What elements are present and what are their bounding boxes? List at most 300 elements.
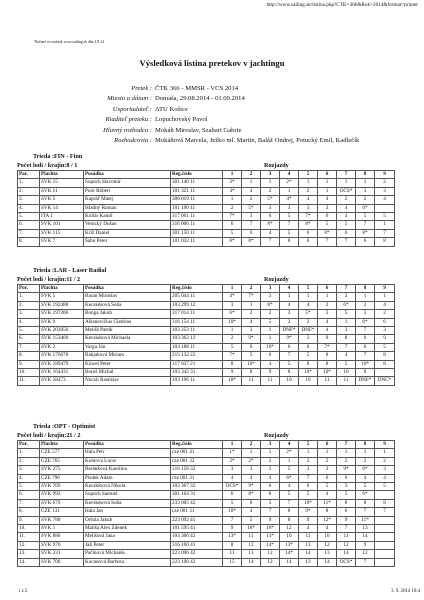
table-cell: 13 [299, 541, 318, 549]
table-cell: 5 [318, 221, 337, 229]
table-cell: 2 [299, 335, 318, 343]
table-cell: 8. [18, 508, 40, 516]
table-cell: 6 [261, 213, 280, 221]
table-cell: 3 [375, 187, 395, 195]
table-cell: 1 [318, 293, 337, 301]
table-cell: 6. [18, 491, 40, 499]
table-cell: 3. [18, 466, 40, 474]
table-cell: 205 044 11 [171, 293, 223, 301]
table-cell: 9* [299, 508, 318, 516]
table-cell: 10 [337, 369, 356, 377]
table-cell: 301 140 11 [171, 179, 223, 187]
table-cell: CZE 765 [40, 457, 84, 465]
table-cell: 8 [318, 352, 337, 360]
table-cell [375, 550, 395, 558]
table-cell: 2 [223, 204, 242, 212]
table-cell: Jali Peter [84, 541, 171, 549]
table-cell: 2. [18, 187, 40, 195]
table-cell: 4 [223, 474, 242, 482]
table-cell: 4 [261, 360, 280, 368]
table-cell: 4 [375, 474, 395, 482]
table-cell: 6 [242, 499, 261, 507]
table-cell: 8 [337, 499, 356, 507]
table-cell: 5 [223, 343, 242, 351]
column-header: 5 [299, 171, 318, 179]
table-cell: 3 [318, 204, 337, 212]
table-cell: 2. [18, 301, 40, 309]
table-cell: 6* [223, 310, 242, 318]
table-cell: SVK 5 [40, 196, 84, 204]
table-cell: 12. [18, 541, 40, 549]
table-cell: 103 196 11 [171, 377, 223, 385]
table-cell: 2 [375, 179, 395, 187]
table-cell: 3 [242, 327, 261, 335]
table-cell: DNF* [280, 327, 299, 335]
table-cell: ITA 1 [40, 213, 84, 221]
table-cell: 5 [280, 491, 299, 499]
table-cell: 6 [223, 491, 242, 499]
table-cell: 8 [223, 541, 242, 549]
table-cell: 4 [242, 187, 261, 195]
table-cell: 8* [261, 221, 280, 229]
table-row [18, 179, 395, 187]
table-cell: 3 [261, 466, 280, 474]
table-cell: 11 [261, 377, 280, 385]
table-cell: SVK 164431 [40, 369, 84, 377]
table-cell: Kohlova Lucie [84, 457, 171, 465]
table-cell: 10. [18, 369, 40, 377]
table-cell: 1 [242, 449, 261, 457]
table-cell: 3 [299, 204, 318, 212]
column-header: 9 [375, 171, 395, 179]
table-cell: 14* [261, 541, 280, 549]
table-cell: 5 [318, 483, 337, 491]
table-cell: 2 [337, 196, 356, 204]
table-cell: Melišš Patrik [84, 327, 171, 335]
table-cell: 13* [280, 541, 299, 549]
table-cell: 15 [223, 558, 242, 566]
column-header: Plachta [40, 285, 84, 293]
table-cell: 4 [318, 491, 337, 499]
table-cell: 14 [280, 558, 299, 566]
table-cell: 3 [223, 301, 242, 309]
table-cell: 10* [356, 360, 375, 368]
table-cell: 1 [356, 449, 375, 457]
table-cell: 3 [261, 293, 280, 301]
table-cell: Hala Petr [84, 449, 171, 457]
table-cell: 8 [375, 499, 395, 507]
table-cell: SVK 101 [40, 221, 84, 229]
print-url: http://www.sailing.sk/listina.php?CTK=366&Rok=2014&format=printer [266, 2, 418, 8]
column-header: 7 [337, 171, 356, 179]
table-cell: 8* [261, 301, 280, 309]
table-cell: 4* [223, 293, 242, 301]
table-cell: SVK 5 [40, 293, 84, 301]
table-cell: 9 [375, 335, 395, 343]
table-cell: SVK 1 [40, 525, 84, 533]
table-cell: SVK 769 [40, 483, 84, 491]
info-label: Rozhodcovia : [114, 136, 152, 144]
class-section [17, 267, 394, 386]
table-cell: 14 [242, 558, 261, 566]
table-cell: 13 [242, 550, 261, 558]
table-cell: 4. [18, 318, 40, 326]
table-cell: 103 342 31 [171, 369, 223, 377]
table-cell: 317 014 11 [171, 310, 223, 318]
table-cell: 8 [375, 238, 395, 246]
table-cell: 2 [242, 310, 261, 318]
table-cell: 5 [356, 213, 375, 221]
print-date: 3. 9. 2014 10:4 [391, 589, 420, 594]
table-cell: SVK 203056 [40, 327, 84, 335]
table-cell: CZE 796 [40, 474, 84, 482]
table-cell: 8 [280, 369, 299, 377]
table-cell: Bonga Jakub [84, 310, 171, 318]
table-cell: 2 [375, 457, 395, 465]
column-header: 6 [318, 171, 337, 179]
column-header: 5 [299, 285, 318, 293]
class-heading: Trieda :FIN - Finn [33, 153, 83, 160]
table-cell: Boroš Michal [84, 369, 171, 377]
table-cell: 4 [280, 301, 299, 309]
column-header: Posádka [84, 171, 171, 179]
table-cell: 6 [337, 474, 356, 482]
table-cell: 3 [375, 466, 395, 474]
table-cell: 16* [261, 525, 280, 533]
table-cell: 2 [261, 310, 280, 318]
column-header: 3 [261, 285, 280, 293]
table-cell: 5 [223, 499, 242, 507]
table-cell: 7* [318, 343, 337, 351]
table-cell: 9* [242, 335, 261, 343]
table-cell: 7 [356, 558, 375, 566]
table-cell: 1 [356, 293, 375, 301]
table-cell: 8. [18, 352, 40, 360]
table-header [18, 441, 395, 449]
table-cell: 9 [356, 335, 375, 343]
table-cell: 4* [223, 187, 242, 195]
table-cell: SVK 15 [40, 179, 84, 187]
table-cell: Babjaková Miriam [84, 352, 171, 360]
table-cell: 5 [280, 213, 299, 221]
table-cell: 5* [299, 310, 318, 318]
table-cell: 16* [242, 525, 261, 533]
table-cell: SVK 189479 [40, 360, 84, 368]
table-cell: 11 [223, 550, 242, 558]
table-cell: 6. [18, 335, 40, 343]
column-header: 4 [280, 285, 299, 293]
table-cell: 3 [318, 466, 337, 474]
table-cell: 2 [337, 293, 356, 301]
table-cell: 2 [261, 187, 280, 195]
table-cell: 7 [318, 238, 337, 246]
column-header: 8 [356, 171, 375, 179]
table-cell: 1. [18, 293, 40, 301]
table-cell: 4. [18, 474, 40, 482]
table-cell: 6 [299, 343, 318, 351]
table-cell: Kocanová Barbora [84, 558, 171, 566]
table-cell: 8 [261, 491, 280, 499]
table-row [18, 533, 395, 541]
table-cell: 2 [280, 318, 299, 326]
table-cell: 3 [356, 310, 375, 318]
table-cell: 1 [280, 293, 299, 301]
table-cell: 8 [375, 360, 395, 368]
table-cell: 4 [375, 196, 395, 204]
table-cell: 12* [318, 516, 337, 524]
table-cell: 7 [280, 499, 299, 507]
table-row [18, 293, 395, 301]
table-cell: 2 [242, 196, 261, 204]
table-cell: 1 [337, 179, 356, 187]
table-cell: 2 [356, 301, 375, 309]
table-cell [375, 204, 395, 212]
table-cell: 5 [375, 213, 395, 221]
table-cell: 13* [261, 533, 280, 541]
column-header: 2 [242, 285, 261, 293]
table-cell: 11 [337, 377, 356, 385]
info-value: ČTK 366 - MMSR - VCS 2014 [155, 85, 239, 92]
table-cell: 6* [280, 474, 299, 482]
table-cell: Hala Jan [84, 508, 171, 516]
table-cell: 8* [299, 221, 318, 229]
table-cell: cze 001 31 [171, 508, 223, 516]
table-cell: 7* [242, 293, 261, 301]
column-header: Reg.číslo [171, 285, 223, 293]
table-cell: 215 132 22 [171, 352, 223, 360]
column-header: 8 [356, 285, 375, 293]
table-cell: 7 [337, 238, 356, 246]
table-row [18, 352, 395, 360]
info-row [0, 127, 424, 137]
column-header: 8 [356, 441, 375, 449]
table-cell: 9* [280, 335, 299, 343]
table-cell: 3 [280, 204, 299, 212]
table-cell: 2 [299, 187, 318, 195]
table-cell: 103 299 12 [171, 301, 223, 309]
table-cell: 1 [375, 449, 395, 457]
table-cell: 223 108 42 [171, 558, 223, 566]
info-row [0, 116, 424, 126]
table-cell: 9 [318, 335, 337, 343]
table-cell: 3 [280, 310, 299, 318]
table-cell: Šabo Peter [84, 238, 171, 246]
info-label: Pretek : [131, 85, 152, 92]
table-cell: 1 [318, 449, 337, 457]
table-cell [375, 369, 395, 377]
table-row [18, 516, 395, 524]
page-title: Výsledková listina pretekov v jachtingu [139, 58, 285, 68]
results-table [17, 284, 395, 386]
table-cell: 1 [242, 301, 261, 309]
table-cell: Kecskésová Soňa [84, 499, 171, 507]
table-cell: 6 [223, 221, 242, 229]
table-cell: 101 190 11 [171, 204, 223, 212]
table-cell: Varga Ján [84, 343, 171, 351]
table-cell: Poór Róbert [84, 187, 171, 195]
table-row [18, 187, 395, 195]
table-cell: 8* [356, 229, 375, 237]
table-cell: 5* [242, 204, 261, 212]
table-cell: 6 [242, 229, 261, 237]
table-cell: 4 [299, 525, 318, 533]
table-row [18, 343, 395, 351]
table-cell: SVK 58473 [40, 377, 84, 385]
races-heading: Rozjazdy [264, 275, 289, 283]
table-cell: 2* [223, 457, 242, 465]
table-cell: 10 [318, 533, 337, 541]
table-cell: 10 [280, 533, 299, 541]
table-cell: 301 164 31 [171, 491, 223, 499]
boat-count-value: Počet lodí / krajín:11 / 2 [17, 275, 81, 283]
table-cell: 9. [18, 360, 40, 368]
column-header: 3 [261, 441, 280, 449]
table-row [18, 360, 395, 368]
table-cell: 3 [223, 466, 242, 474]
table-cell: 103 367 32 [171, 483, 223, 491]
table-cell: DNF* [299, 327, 318, 335]
table-row [18, 558, 395, 566]
table-cell: 3 [242, 213, 261, 221]
table-cell: 5 [337, 360, 356, 368]
table-cell: Kecskésová Nikola [84, 483, 171, 491]
column-header: Posádka [84, 441, 171, 449]
table-cell: 2 [261, 457, 280, 465]
table-cell: 2 [375, 310, 395, 318]
table-cell: 6 [299, 238, 318, 246]
table-cell: 3 [299, 466, 318, 474]
table-cell: SVK 176678 [40, 352, 84, 360]
column-header: 9 [375, 441, 395, 449]
race-info [0, 85, 424, 147]
table-cell: 6 [337, 508, 356, 516]
table-cell: 4 [318, 196, 337, 204]
table-cell: 3 [337, 327, 356, 335]
table-row [18, 229, 395, 237]
table-cell: 2 [318, 301, 337, 309]
table-cell: 317 061 11 [171, 213, 223, 221]
table-cell: OCS* [337, 558, 356, 566]
info-value: Mokáňová Marcela, Ježko ml. Martin, Baláž Ondrej, Potucký Emil, Kadlečík [155, 136, 360, 144]
table-cell: 1 [242, 179, 261, 187]
table-cell: SVK 11 [40, 187, 84, 195]
table-cell: 316 156 32 [171, 466, 223, 474]
table-row [18, 508, 395, 516]
table-cell: 5 [242, 516, 261, 524]
table-cell: 6 [299, 483, 318, 491]
column-header: 3 [261, 171, 280, 179]
table-cell: 3 [356, 187, 375, 195]
class-section [17, 423, 394, 567]
table-cell: 1 [337, 318, 356, 326]
table-header [18, 285, 395, 293]
info-label: Riaditeľ preteku : [105, 116, 152, 124]
table-cell: 5 [280, 360, 299, 368]
table-cell: 1 [299, 449, 318, 457]
table-cell: SVK 676 [40, 499, 84, 507]
table-cell: 12 [337, 541, 356, 549]
table-cell: 101 321 11 [171, 187, 223, 195]
table-cell: 4 [375, 301, 395, 309]
table-cell: 4 [299, 196, 318, 204]
table-cell: 1 [375, 293, 395, 301]
column-header: 1 [223, 441, 242, 449]
table-cell: 8 [337, 335, 356, 343]
table-cell: 9 [356, 541, 375, 549]
table-cell: 3 [337, 483, 356, 491]
table-cell: 7* [223, 352, 242, 360]
table-cell: 301 150 11 [171, 229, 223, 237]
table-cell: 1* [223, 449, 242, 457]
table-cell: 1 [223, 196, 242, 204]
table-cell: CZE 131 [40, 508, 84, 516]
table-cell [375, 558, 395, 566]
table-header [18, 171, 395, 179]
table-cell: 6* [337, 301, 356, 309]
races-heading: Rozjazdy [264, 161, 289, 169]
page-number: 1 z 2 [18, 589, 28, 594]
table-cell: 1 [261, 335, 280, 343]
table-cell: 10* [299, 499, 318, 507]
table-cell: 6 [261, 483, 280, 491]
table-row [18, 474, 395, 482]
table-cell: 316 154 11 [171, 318, 223, 326]
table-cell: Kríž Daniel [84, 229, 171, 237]
column-header: Por. [18, 285, 40, 293]
table-cell: 1 [280, 457, 299, 465]
table-cell: 1. [18, 449, 40, 457]
table-cell: 4 [242, 318, 261, 326]
table-cell: 2 [318, 457, 337, 465]
table-cell: 6 [337, 229, 356, 237]
table-cell: 2 [337, 457, 356, 465]
table-row [18, 449, 395, 457]
table-row [18, 213, 395, 221]
table-cell: 14* [280, 550, 299, 558]
table-cell: 4 [318, 318, 337, 326]
table-cell: 4 [299, 301, 318, 309]
table-cell: 4 [318, 327, 337, 335]
table-cell: 233 005 42 [171, 499, 223, 507]
table-cell: 5 [299, 491, 318, 499]
table-cell: 7 [337, 525, 356, 533]
table-row [18, 327, 395, 335]
table-cell: 7 [242, 221, 261, 229]
table-cell: 7* [299, 213, 318, 221]
table-cell: 7 [299, 474, 318, 482]
table-cell: 2 [299, 318, 318, 326]
table-cell: 6 [242, 343, 261, 351]
table-cell: 6* [356, 318, 375, 326]
table-cell: 7 [375, 229, 395, 237]
table-cell: 5 [242, 352, 261, 360]
table-cell: 11. [18, 377, 40, 385]
table-row [18, 238, 395, 246]
table-cell: SVK 886 [40, 533, 84, 541]
table-cell: 4 [337, 213, 356, 221]
table-cell: Sopúch Slavomír [84, 179, 171, 187]
info-value: Domaša, 29.08.2014 - 01.09.2014 [155, 95, 245, 103]
info-value: Lopuchovský Pavol [155, 116, 208, 124]
table-cell: Kincel Peter [84, 360, 171, 368]
table-cell: 5 [337, 310, 356, 318]
table-cell [375, 533, 395, 541]
column-header: 7 [337, 285, 356, 293]
table-cell: Baran Miroslav [84, 293, 171, 301]
table-cell: 1 [318, 179, 337, 187]
table-cell: 4 [337, 204, 356, 212]
table-row [18, 369, 395, 377]
